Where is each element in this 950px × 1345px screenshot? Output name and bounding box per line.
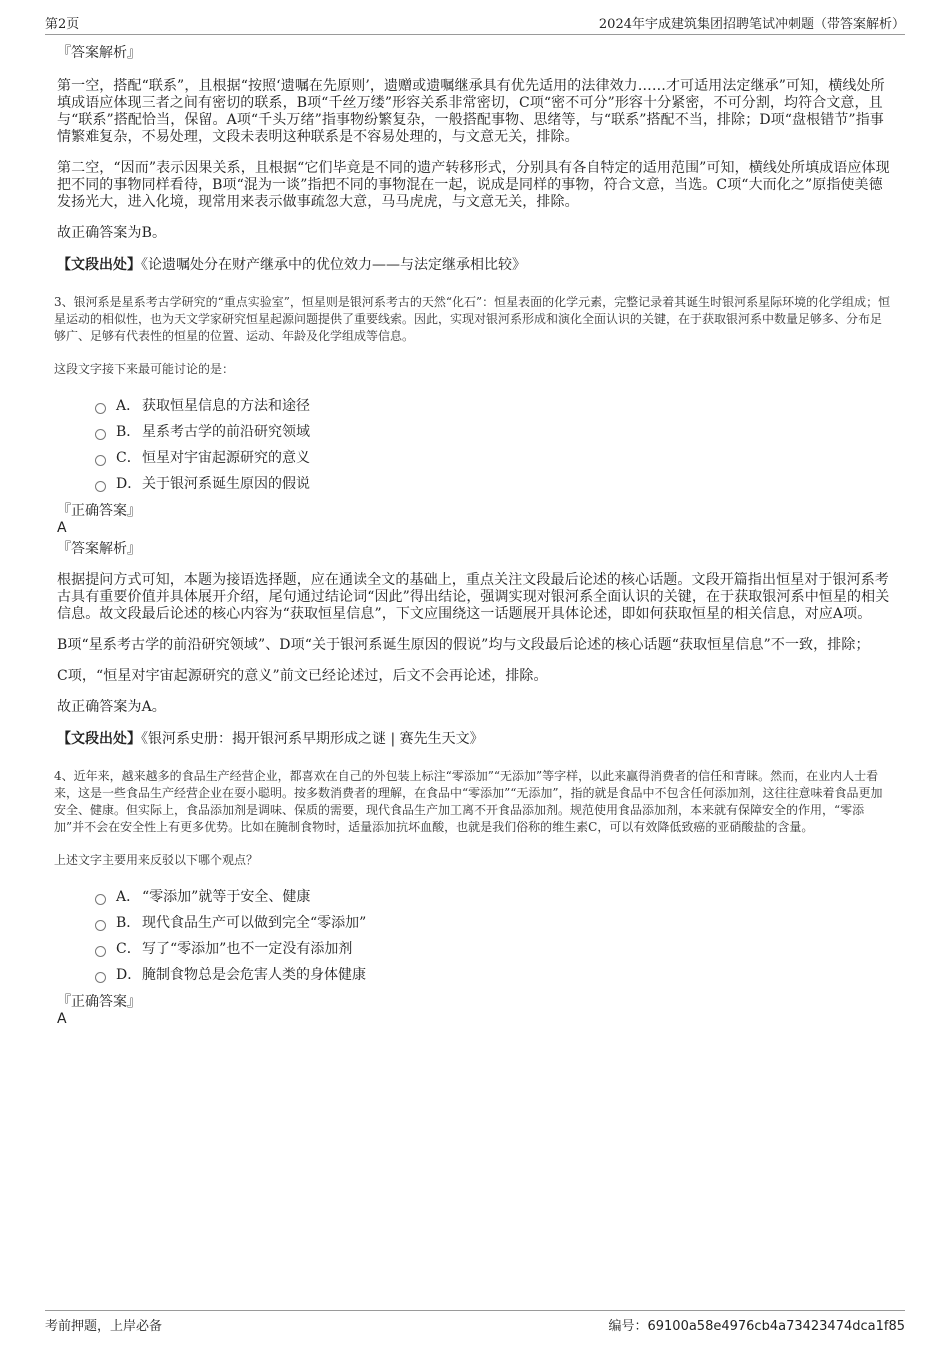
radio-icon[interactable] xyxy=(95,481,106,492)
radio-icon[interactable] xyxy=(95,946,106,957)
option-b[interactable]: B． 星系考古学的前沿研究领域 xyxy=(95,418,893,444)
option-d[interactable]: D． 关于银河系诞生原因的假说 xyxy=(95,470,893,496)
radio-icon[interactable] xyxy=(95,972,106,983)
analysis-paragraph: 第一空，搭配“联系”，且根据“按照‘遗嘱在先原则’，遗赠或遗嘱继承具有优先适用的法律效力……才可适用法定继承”可知，横线处所填成语应体现三者之间有密切的联系，B项“千丝万缕”形容关系非常密切，C项“密不可分”形容十分紧密，不可分割，均符合文意，且与“联系”搭配恰当，保留。A项“千头万绪”指事物纷繁复杂，一般搭配事物、思绪等，与“联系”搭配不当，排除；D项“盘根错节”指事情繁难复杂，不易处理，文段未表明这种联系是不容易处理的，与文意无关，排除。 xyxy=(57,78,885,145)
option-d[interactable]: D． 腌制食物总是会危害人类的身体健康 xyxy=(95,961,893,987)
analysis-label: 『答案解析』 xyxy=(57,541,141,557)
question-3-options xyxy=(95,392,893,496)
option-c[interactable]: C． 恒星对宇宙起源研究的意义 xyxy=(95,444,893,470)
question-3-text: 3、银河系是星系考古学研究的“重点实验室”，恒星则是银河系考古的天然“化石”：恒星表面的化学元素，完整记录着其诞生时银河系星际环境的化学组成；恒星运动的相似性，也为天文学家研究恒星起源问题提供了重要线索。因此，实现对银河系形成和演化全面认识的关键，在于获取银河系中数量足够多、分布足够广、足够有代表性的恒星的位置、运动、年龄及化学组成等信息。 xyxy=(54,295,891,343)
source-text: 《论遗嘱处分在财产继承中的优位效力——与法定继承相比较》 xyxy=(141,257,526,273)
option-b[interactable]: B． 现代食品生产可以做到完全“零添加” xyxy=(95,909,893,935)
radio-icon[interactable] xyxy=(95,429,106,440)
radio-icon[interactable] xyxy=(95,920,106,931)
answer-value: A xyxy=(57,1011,67,1027)
document-title: 2024年宇成建筑集团招聘笔试冲刺题（带答案解析） xyxy=(598,17,905,32)
analysis-label: 『答案解析』 xyxy=(57,45,141,61)
source-line xyxy=(57,256,893,274)
source-line xyxy=(57,730,893,748)
analysis-paragraph: 根据提问方式可知，本题为接语选择题，应在通读全文的基础上，重点关注文段最后论述的核心话题。文段开篇指出恒星对于银河系考古具有重要价值并具体展开介绍，尾句通过结论词“因此”得出结论，强调实现对银河系全面认识的关键，在于获取银河系中恒星的相关信息。故文段最后论述的核心内容为“获取恒星信息”，下文应围绕这一话题展开具体论述，即如何获取恒星的相关信息，对应A项。 xyxy=(57,572,890,622)
page-content xyxy=(54,44,893,1031)
answer-label: 『正确答案』 xyxy=(57,994,141,1010)
document-id: 编号：69100a58e4976cb4a73423474dca1f85 xyxy=(608,1319,905,1334)
footer-slogan: 考前押题，上岸必备 xyxy=(45,1319,163,1334)
analysis-paragraph: B项“星系考古学的前沿研究领域”、D项“关于银河系诞生原因的假说”均与文段最后论述的核心话题“获取恒星信息”不一致，排除； xyxy=(57,637,870,653)
radio-icon[interactable] xyxy=(95,894,106,905)
question-3-prompt: 这段文字接下来最可能讨论的是： xyxy=(54,362,235,376)
page-footer xyxy=(45,1310,905,1334)
answer-value: A xyxy=(57,520,67,536)
page-number: 第2页 xyxy=(45,17,80,32)
radio-icon[interactable] xyxy=(95,403,106,414)
question-4-options xyxy=(95,883,893,987)
analysis-paragraph: C项，“恒星对宇宙起源研究的意义”前文已经论述过，后文不会再论述，排除。 xyxy=(57,668,548,684)
analysis-paragraph: 故正确答案为B。 xyxy=(57,225,167,241)
option-a[interactable]: A． “零添加”就等于安全、健康 xyxy=(95,883,893,909)
answer-label: 『正确答案』 xyxy=(57,503,141,519)
option-a[interactable]: A． 获取恒星信息的方法和途径 xyxy=(95,392,893,418)
question-4-text: 4、近年来，越来越多的食品生产经营企业，都喜欢在自己的外包装上标注“零添加”“无添加”等字样，以此来赢得消费者的信任和青睐。然而，在业内人士看来，这是一些食品生产经营企业在耍小聪明。按多数消费者的理解，在食品中“零添加”“无添加”，指的就是食品中不包含任何添加剂，这往往意味着食品更加安全、健康。但实际上，食品添加剂是调味、保质的需要，现代食品生产加工离不开食品添加剂。规范使用食品添加剂，本来就有保障安全的作用，“零添加”并不会在安全性上有更多优势。比如在腌制食物时，适量添加抗坏血酸，也就是我们俗称的维生素C，可以有效降低致癌的亚硝酸盐的含量。 xyxy=(54,769,883,834)
source-label: 【文段出处】 xyxy=(57,257,141,273)
radio-icon[interactable] xyxy=(95,455,106,466)
analysis-paragraph: 第二空，“因而”表示因果关系，且根据“它们毕竟是不同的遗产转移形式，分别具有各自特定的适用范围”可知，横线处所填成语应体现把不同的事物同样看待，B项“混为一谈”指把不同的事物混在一起，说成是同样的事物，符合文意，当选。C项“大而化之”原指使美德发扬光大，进入化境，现常用来表示做事疏忽大意，马马虎虎，与文意无关，排除。 xyxy=(57,160,890,210)
analysis-paragraph: 故正确答案为A。 xyxy=(57,699,166,715)
source-label: 【文段出处】 xyxy=(57,731,141,747)
option-c[interactable]: C． 写了“零添加”也不一定没有添加剂 xyxy=(95,935,893,961)
question-4-prompt: 上述文字主要用来反驳以下哪个观点？ xyxy=(54,853,259,867)
source-text: 《银河系史册：揭开银河系早期形成之谜 | 赛先生天文》 xyxy=(141,731,484,747)
page-header xyxy=(45,12,905,35)
